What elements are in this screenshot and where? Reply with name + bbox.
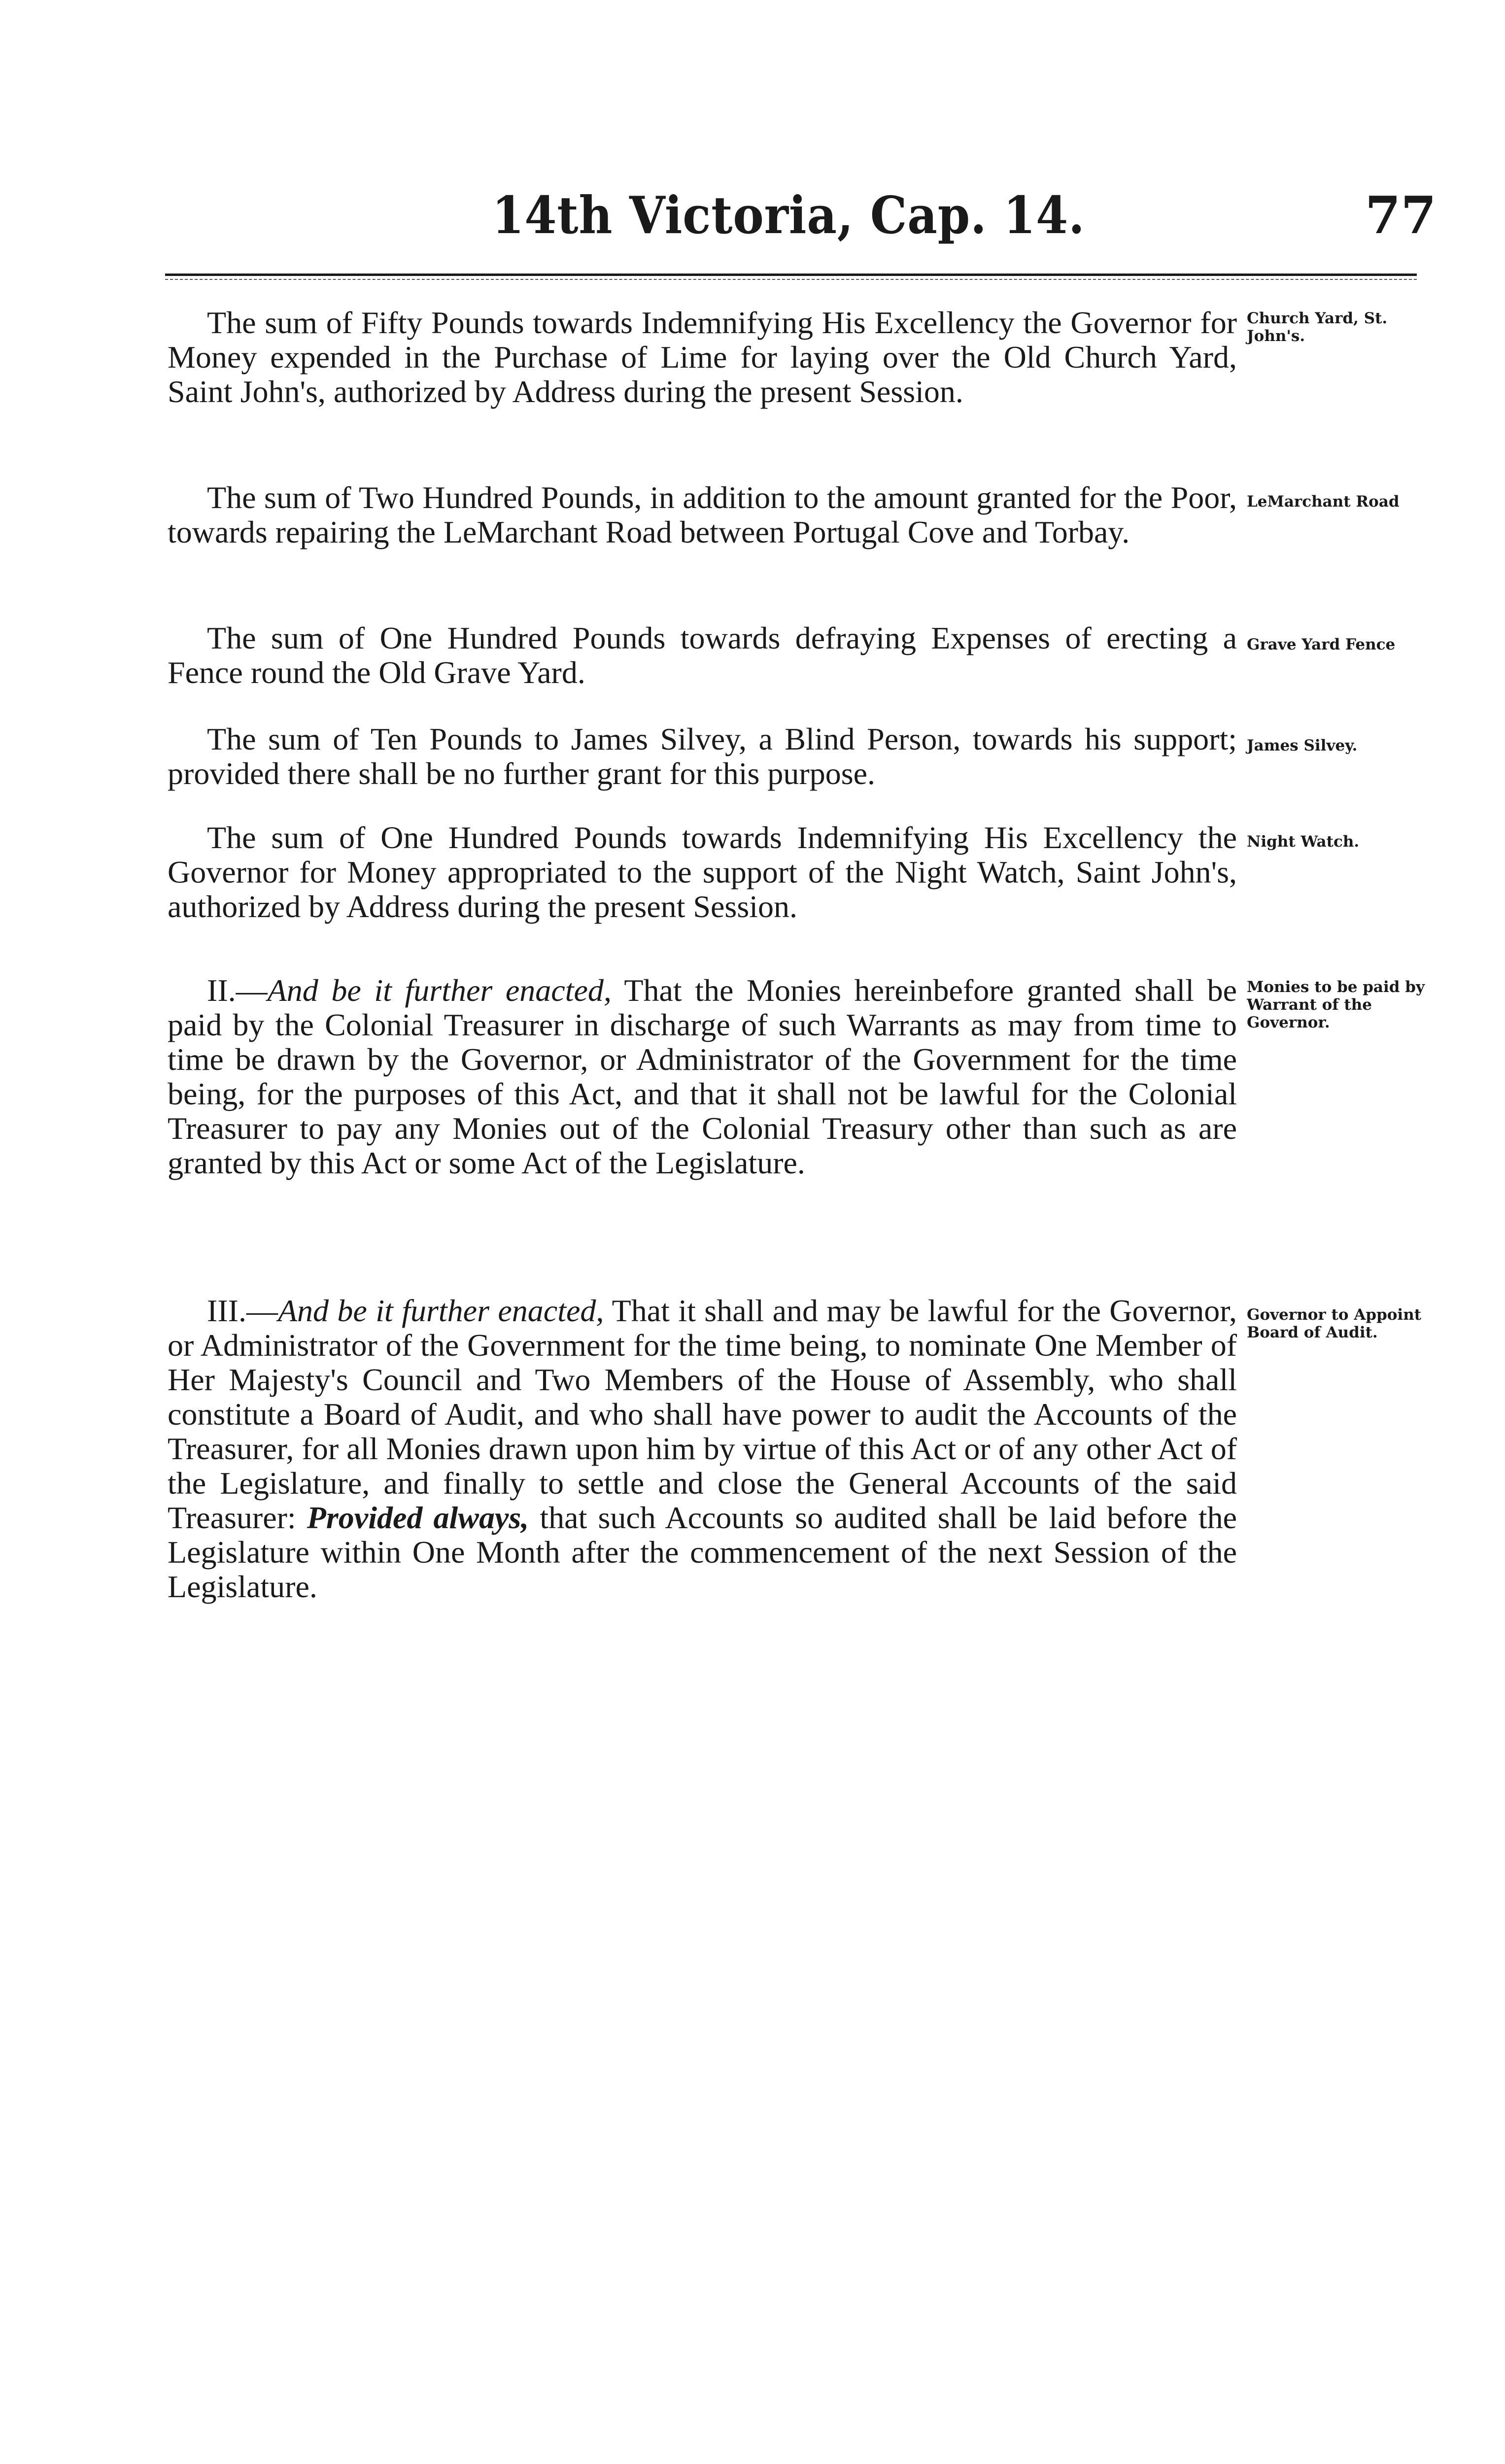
section-2-number: II.—	[207, 973, 268, 1008]
section-2-paragraph	[168, 973, 1237, 1180]
paragraph-church-yard: The sum of Fifty Pounds towards Indemnifying His Excellency the Governor for Money expended in the Purchase of Lime for laying over the Old Church Yard, Saint John's, authorized by Address during the present Session.	[168, 305, 1237, 409]
section-3-proviso: Provided always,	[307, 1500, 529, 1535]
section-3-text: That it shall and may be lawful for the Governor, or Administrator of the Government for the time being, to nominate One Member of Her Majesty's Council and Two Members of the House of Assembly, who shall constitute a Board of Audit, and who shall have power to audit the Accounts of the Treasurer, for all Monies drawn upon him by virtue of this Act or of any other Act of the Legislature, and finally to settle and close the General Accounts of the said Treasurer:	[168, 1293, 1237, 1535]
header-divider	[165, 274, 1417, 276]
margin-note-night-watch: Night Watch.	[1247, 833, 1360, 851]
section-2-text: That the Monies hereinbefore granted shall be paid by the Colonial Treasurer in discharge of such Warrants as may from time to time be drawn by the Governor, or Administrator of the Government for the time being, for the purposes of this Act, and that it shall not be lawful for the Colonial Treasurer to pay any Monies out of the Colonial Treasury other than such as are granted by this Act or some Act of the Legislature.	[168, 973, 1237, 1180]
margin-note-church-yard: Church Yard, St. John's.	[1247, 309, 1388, 345]
page-title: 14th Victoria, Cap. 14.	[492, 185, 1085, 245]
paragraph-night-watch: The sum of One Hundred Pounds towards Indemnifying His Excellency the Governor for Money appropriated to the support of the Night Watch, Saint John's, authorized by Address during the present Session.	[168, 820, 1237, 924]
margin-note-board-of-audit: Governor to Appoint Board of Audit.	[1247, 1306, 1422, 1341]
margin-note-grave-yard-fence: Grave Yard Fence	[1247, 636, 1396, 653]
section-3-tail: that such Accounts so audited shall be laid before the Legislature within One Month after the commencement of the next Session of the Legislature.	[168, 1500, 1237, 1604]
section-3-number: III.—	[207, 1293, 278, 1328]
paragraph-lemarchant-road: The sum of Two Hundred Pounds, in addition to the amount granted for the Poor, towards repairing the LeMarchant Road between Portugal Cove and Torbay.	[168, 480, 1237, 549]
paragraph-grave-yard-fence: The sum of One Hundred Pounds towards defraying Expenses of erecting a Fence round the Old Grave Yard.	[168, 620, 1237, 690]
paragraph-james-silvey: The sum of Ten Pounds to James Silvey, a Blind Person, towards his support; provided there shall be no further grant for this purpose.	[168, 721, 1237, 791]
section-2-enacting-clause: And be it further enacted,	[267, 973, 612, 1008]
section-3-enacting-clause: And be it further enacted,	[277, 1293, 604, 1328]
margin-note-lemarchant-road: LeMarchant Road	[1247, 493, 1400, 511]
page-number: 77	[1365, 185, 1437, 245]
section-3-paragraph	[168, 1294, 1237, 1604]
margin-note-monies-paid: Monies to be paid by Warrant of the Governor.	[1247, 978, 1425, 1031]
margin-note-james-silvey: James Silvey.	[1247, 737, 1358, 754]
